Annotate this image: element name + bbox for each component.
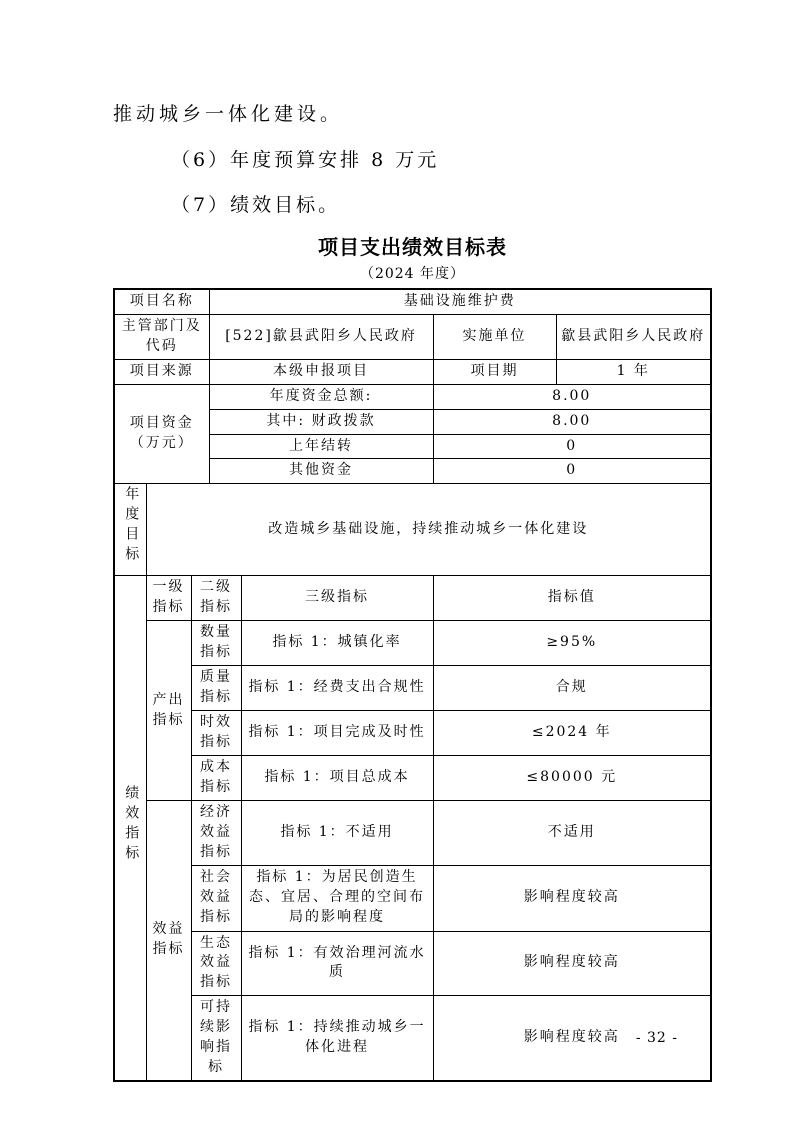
table-subtitle: （2024 年度） — [359, 266, 466, 283]
funding-row-value: 0 — [433, 434, 711, 459]
level2-label: 数量指标 — [191, 621, 241, 666]
annual-goal-value: 改造城乡基础设施，持续推动城乡一体化建设 — [146, 484, 711, 576]
column-header-level2: 二级指标 — [191, 576, 241, 621]
impl-unit-value: 歙县武阳乡人民政府 — [556, 314, 711, 359]
funding-row-value: 8.00 — [433, 409, 711, 434]
indicator-value: ≤2024 年 — [433, 711, 711, 756]
table-row — [114, 576, 711, 621]
level3-indicator: 指标 1：为居民创造生态、宜居、合理的空间布局的影响程度 — [241, 865, 433, 931]
column-header-value: 指标值 — [433, 576, 711, 621]
level3-indicator: 指标 1：不适用 — [241, 800, 433, 865]
list-item-6: （6）年度预算安排 8 万元 — [171, 148, 440, 171]
funding-row-name: 其中: 财政拨款 — [209, 409, 433, 434]
funding-row-name: 上年结转 — [209, 434, 433, 459]
level3-indicator: 指标 1：项目完成及时性 — [241, 711, 433, 756]
level2-label: 时效指标 — [191, 711, 241, 756]
level2-label: 成本指标 — [191, 756, 241, 801]
project-source-label: 项目来源 — [114, 359, 209, 384]
list-item-7: （7）绩效目标。 — [171, 194, 341, 217]
project-name-value: 基础设施维护费 — [209, 289, 711, 314]
table-row — [114, 289, 711, 314]
level2-label: 生态效益指标 — [191, 931, 241, 996]
table-row — [114, 996, 711, 1081]
funding-row-value: 0 — [433, 459, 711, 484]
table-title: 项目支出绩效目标表 — [318, 235, 507, 260]
impl-unit-label: 实施单位 — [433, 314, 556, 359]
table-row — [114, 800, 711, 865]
indicator-value: 影响程度较高 — [433, 931, 711, 996]
project-period-value: 1 年 — [556, 359, 711, 384]
page-number: - 32 - — [635, 1030, 678, 1046]
table-row — [114, 621, 711, 666]
funding-row-name: 其他资金 — [209, 459, 433, 484]
funding-row-name: 年度资金总额: — [209, 384, 433, 409]
level2-label: 质量指标 — [191, 666, 241, 711]
level1-output-label: 产出指标 — [146, 621, 191, 801]
table-row — [114, 756, 711, 801]
indicator-value: 影响程度较高 — [433, 865, 711, 931]
level2-label: 可持续影响指标 — [191, 996, 241, 1081]
level3-indicator: 指标 1：经费支出合规性 — [241, 666, 433, 711]
dept-value: [522]歙县武阳乡人民政府 — [209, 314, 433, 359]
table-row — [114, 711, 711, 756]
performance-target-table — [113, 288, 712, 1082]
project-source-value: 本级申报项目 — [209, 359, 433, 384]
indicator-value: ≥95% — [433, 621, 711, 666]
level3-indicator: 指标 1：城镇化率 — [241, 621, 433, 666]
level2-label: 经济效益指标 — [191, 800, 241, 865]
indicator-value: 合规 — [433, 666, 711, 711]
table-row — [114, 314, 711, 359]
level3-indicator: 指标 1：持续推动城乡一体化进程 — [241, 996, 433, 1081]
funding-row-value: 8.00 — [433, 384, 711, 409]
column-header-level1: 一级指标 — [146, 576, 191, 621]
table-row — [114, 484, 711, 576]
table-row — [114, 384, 711, 409]
dept-label: 主管部门及代码 — [114, 314, 209, 359]
table-row — [114, 359, 711, 384]
table-row — [114, 931, 711, 996]
level2-label: 社会效益指标 — [191, 865, 241, 931]
annual-goal-label: 年度目标 — [114, 484, 146, 576]
performance-indicator-label: 绩效指标 — [114, 576, 146, 1081]
paragraph-continuation: 推动城乡一体化建设。 — [113, 103, 344, 125]
table-row — [114, 666, 711, 711]
project-name-label: 项目名称 — [114, 289, 209, 314]
table-row — [114, 865, 711, 931]
column-header-level3: 三级指标 — [241, 576, 433, 621]
level3-indicator: 指标 1：项目总成本 — [241, 756, 433, 801]
indicator-value: 不适用 — [433, 800, 711, 865]
level1-benefit-label: 效益指标 — [146, 800, 191, 1080]
project-period-label: 项目期 — [433, 359, 556, 384]
indicator-value: 影响程度较高 — [433, 996, 711, 1081]
funding-label: 项目资金（万元） — [114, 384, 209, 484]
level3-indicator: 指标 1：有效治理河流水质 — [241, 931, 433, 996]
indicator-value: ≤80000 元 — [433, 756, 711, 801]
